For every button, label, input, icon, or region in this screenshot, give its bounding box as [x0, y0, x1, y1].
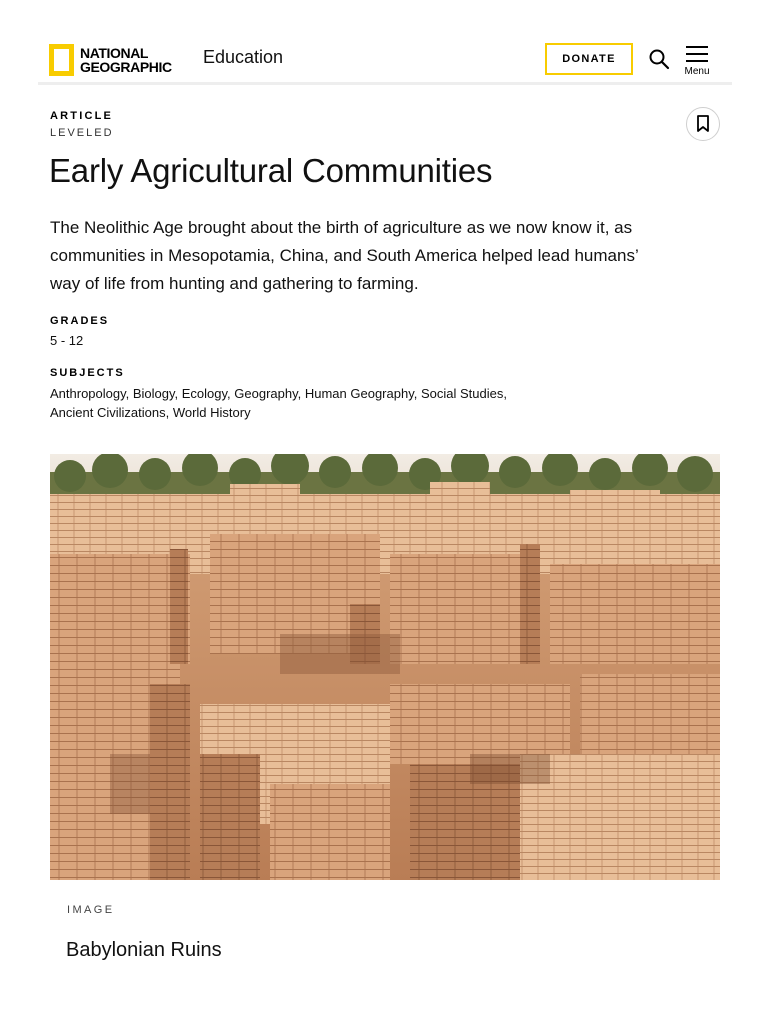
search-icon[interactable]: [648, 48, 670, 70]
natgeo-logo[interactable]: [49, 43, 172, 76]
subjects-label: SUBJECTS: [50, 367, 125, 379]
article-lede: The Neolithic Age brought about the birth of agriculture as we now know it, as communities in Mesopotamia, China, and South America helped lead humans’ way of life from hunting and gathering to farming.: [50, 218, 639, 293]
site-header: [38, 0, 732, 84]
grades-label: GRADES: [50, 315, 110, 327]
yellow-border-icon: [49, 44, 74, 76]
menu-label: Menu: [684, 66, 710, 77]
logo-line-1: NATIONAL: [80, 44, 149, 61]
article-level: LEVELED: [50, 127, 114, 139]
subjects-value[interactable]: Anthropology, Biology, Ecology, Geography, Human Geography, Social Studies, Ancient Civilizations, World History: [50, 386, 507, 420]
hamburger-icon: [686, 46, 708, 62]
donate-button[interactable]: DONATE: [545, 43, 633, 75]
media-caption-title: Babylonian Ruins: [66, 939, 222, 961]
grades-value: 5 - 12: [50, 333, 84, 348]
ruins-illustration: [50, 454, 720, 880]
menu-button[interactable]: [682, 44, 712, 80]
article-type: ARTICLE: [50, 110, 114, 122]
bookmark-icon: [696, 115, 710, 133]
section-name[interactable]: Education: [203, 47, 284, 67]
article-title: Early Agricultural Communities: [49, 152, 493, 189]
logo-wordmark: [80, 46, 172, 74]
bookmark-button[interactable]: [686, 107, 720, 141]
logo-line-2: GEOGRAPHIC: [80, 58, 172, 75]
hero-image[interactable]: [50, 454, 720, 880]
media-kicker: IMAGE: [67, 904, 115, 916]
header-divider: [38, 82, 732, 85]
